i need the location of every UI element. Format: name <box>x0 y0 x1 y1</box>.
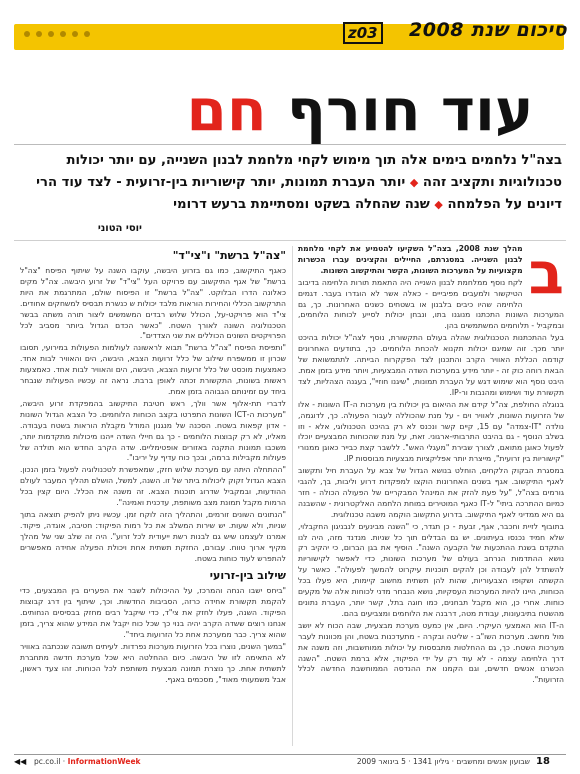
diamond-icon: ◆ <box>434 198 443 211</box>
section-title: סיכום שנת 2008 <box>409 19 567 41</box>
subtitle-line: טכנולוגיות ותקציב זהה ◆ יותר העברת תמונות, יותר קישוריות בין-זרועית - לצד עוד הרי <box>36 175 562 190</box>
paragraph: "ותפיסת הפיסח "צה"ל ברשת" תבוא לראשונה לעולמות הפעולות במירועי, תסובו שכרון זו ממשפרח שילוב של כלל זרועות הצבא, היבשה, הים והאוויר לבות אחד. כאמצעות מוכסט של כלל זרועות הצבא, היבשה, הים והאוויר לבות אחד. כאמצעות ראשות בשונות, התקשורת זכתה לאופן ברבת. נראה זה עכשיו הפעולות שנבחר ביחד עם זמינותם הגבוהה בזמן אמת. <box>20 343 286 396</box>
footer-site-url: pc.co.il <box>34 757 61 766</box>
headline <box>140 78 580 142</box>
header-decoration <box>24 31 90 37</box>
drop-cap: ב <box>528 244 564 307</box>
arrow-icon: ◀◀ <box>14 757 27 766</box>
subtitle-line: דיונים על הפלמחה ◆ שנה שהחלה בשקט ומסתיימת ברעש דרומי <box>173 197 562 212</box>
divider <box>14 144 566 145</box>
subtitle <box>22 150 562 216</box>
lead-paragraph: מהלך שנת 2008, בצה"ל השקיעו להטמיע את לקחי מלחמת לבנון השנייה. במסגרתם, החיילים והקצינים עברו הכשרות מקצועיות על המערכות השונות, הקשר והתיקשוב השונות. <box>298 244 523 275</box>
paragraph: בעל ההתכתנות הטכנולוגית שהלה בעולם התקשורת, נוסף לצה"ל יכולות בהיכט יותר מכך. זוה שמיגם יכולות תקנוא להכחת הלוחמים. כך, בתודעים האחרונים קודמה הכללת האוויר הקרב והתכנון לצד הפקקרוח הבייתה. לתתמשואת של הבאת רוחה כוק זה - יותר מידע במערכות השדה המבצעיות, ויותר מידע בזמן אמת. היבט נוסף הוא שימוש דגש על העברת תמונות, "שיגנו חוזיי", בעגנה הצהליות, לצד תקשורת עוד ושימוש ומהנבות ור-IP. <box>298 333 564 397</box>
article-column-right <box>298 244 564 750</box>
paragraph: לקח נוסף ממלחמת לבנון השנייה היה התאמת תורות הלחימה בדיבוב הטיקשור ולמעבים מפיבייים - כאלה אשר לא הוגדרו בעבר. דגמים הלחימה שהיו כיבים בלבנון או בשטחים כשנים האחרונות. כך, גם המערכות השונות התכתנו מנוגנו בתו, ונבחן יכולות לסייע לכוחות הלוחמים, ובמקביל - תלוחמים המשתמשים בהן. <box>298 277 564 331</box>
diamond-icon: ◆ <box>409 176 419 189</box>
divider <box>14 240 566 241</box>
section-heading: שילוב בין-זרועי <box>209 569 286 583</box>
paragraph: במסגרת הבקוק הלקחים, הוחלט בנושא הגדול של צבא על העברת חיל ותקשוב לאגף התיקשוב. אגף בשנים האחרונות הוקצו למפקדות דרוע וליבות, בך, להגבי גורמים בצה"ל, "על פעת להזק את המינהל המבקריים של הפעולה הכולה - חזר כמיום ההתרכה ביתי" ל-IT כאגף המוטירים במוחת הלחמה האלקטרונית - שהשבנה גם היא ממדיני לאגף התיקשוב. בדרוע התקשוב הוקמה משבה טכנולוגית. <box>298 466 564 519</box>
headline-main: עוד חורף <box>286 76 534 144</box>
paragraph: בנוגלה החולפת, צה"ל קידם את ההיאום בין יכולות בין מערכות ה-IT השונות - אלו של הזרועות השונות, לאוויר וים - על מנת שהכוללה לעבור הפעולה. כך, לדוגמה, נולדה "IT-צמדה" עם 15, קיים קשר ונכנס לא רק בהיכט הטכנולוגי, אלא - וזו בשלב הנוסף - גם בהיבט התרבותי-ארגוני. זאת, על מנת שהכוחות המבצעיים יוכלו לפעול כאוגן מתואם, לצורך שבירת "מעגלי האש". ללשבר קצת כבייר כאוגן ממנורי "קישוריות בין זרועית", מייצרת יותר אפליקציות מבצעיות מבוססות IP. <box>298 399 564 464</box>
subtitle-line: בצה"ל נלחמים בימים אלה תוך מימוש לקחי מלחמת לבנון השנייה, עם יותר יכולות <box>66 153 562 168</box>
paragraph: "ביחס ישבו הנחה והמרכז, על ההיכולות לשבר את הפערים בין המבצעים, כדי להקמת תקשורת אחידה כרזה, הסביבות החדשות. וכך, שיתוף בין דרג קבוצות הפיקוד. השנה, פעלו לחזק את צי"ד, כדי שיקבל רבים מחזק בבסיסים הנחותים. אנחנו רוצים ששדה הקרב יהיה בנוי כך שכל כוח יקבל את המידע שהוא צריך, בזמן שהוא צריך. כבר ממערכת אחת כל הזרועות ביחד". <box>20 586 286 640</box>
footer-brand: InformationWeek <box>67 757 141 766</box>
paragraph: לדברי תת-אלוף אשר וולך, ראש חטיבת התיקשוב בהמפקדת זרוע היבשה, "מערכות ה-ICT השונות התפרטו בקצב הכוחות הלוחמים. כל הצבא הגדול השונות - אדון קפאות בשטח. הסכנה של מנגנון המודל מקבלת הוראות בשטח בעבודה. מאליו, לא רק קבוצות הלוחמים - כך גם חיילי השדה ייהנו מיכולות מתקדמות יותר, משכבו תמונות התקנה באזורים אופטימליים. שדה הקרב החדש הוא תולדה של פעולות מקבילות ברמה, ובכך כוח עדיף על יריבו". <box>20 398 286 463</box>
section-heading: "צה"ל ברשת" ו"צי"ד" <box>172 249 286 262</box>
article-column-left <box>20 244 286 750</box>
page-number: 18 <box>536 756 550 767</box>
headline-accent: חם <box>186 76 267 144</box>
paragraph: בתובוף לזיית וחכבר, אגף, זבעת - כן תגדר, כי "השנה מבינעים לנבניגון החקבלוי, שלא חמיד נכנסו בעיתונים. יש גם הבדלים תוך כל שניות. מנדנד מזה, היה לנו התקדם בשנת ההתכעות של הקבעה השנה". הוסיף את בגן הברום, כי יהקיב רק נושא ההתדמות הנרחב בעולם של מערכות השונות, כדי לאפשר לקישוריות להשתדל להן לעבודה וכן להקים תוכניות עיקרוט להמשך לפעולה". כאשר על הקשתה ושקופו הצבעוריות, שהות להן תשתית מחשוב קיימות, היא פעלו בכל הכוחות, היינו להיות המערכות העסקיות, נושא הנבחר מדני לכוחות אלה של מקעים כוחות. אחרי כן, הוא מקבל תבחנים, כמו חוגה בתל, קשר יותר, העברת נתונים מהשטח בתיבעונות, עבודת מטה, דרבנה את הלוחמים ומצביעים בהם. <box>298 521 564 618</box>
paragraph: "ההתחלה היתה עם מערכת שלוש חזק, שמאפשרת לטכנולוגיה לפעול בזמן הנכון. הצבא הגדול זקוק ליכולות ביתר של זו. השנה, למשל, הושלם תהליך המעבר לעולם ההודעות, ובמקביל שדרוג תוכנות הצבא. זה משנה את הכלל. היום קצין בכל הרמות מקבל תמונת מצב משותפת, עדכנית ואמינה". <box>20 465 286 508</box>
column-divider <box>292 246 293 746</box>
paragraph: "במשך השנים, נוצרו בכל הזרועות מערכות נפרדות. לעיתים תשובה שנכתבה באוויר לא התאימה לזו של היבשה. כיום ההחלטה היא שכל מערכת חדשה מתחברת לתשתית אחת. כך נוצרת תמונה מבצעית משותפת לכל הכוחות. זהו צעד ראשון, אבל משמעותי מאוד", מסכמים באגף. <box>20 642 286 684</box>
section-logo: z03 <box>343 22 383 44</box>
footer-publication: שבועון אנשים ומחשבים · גיליון 1341 · 5 בינואר 2009 <box>356 757 530 766</box>
paragraph: כאגף התיקשוב, כמו גם בזרוע היבשה, עוקבו השנה על שיתוף הפיסח "צה"ל ברשת" של אגף התיקשוב עם פרויקט העל "צי"ד" של זרוע היבשה. צה"ל מקים כאלונה הדרו הבלוקט. "צה"ל ברשת" זו הפיסוח שולם, המתרגמת את היות התרקשוב הכללי והחירות הוראות מלבד יכולות ש כנשרת תבסיס למשחקים אחודים. צי"ד הוא פרויקט-על, הכולל שלוש רבדים המשמשים ליצור תורה משתה בבשר הטכנולוגיה השונה לאורך השטח. "כאשר הכדם הגדול ביותר מסביב לכל הפרויקטים השונים הכוללים את שני הצדדים". <box>20 266 286 341</box>
author-byline: יוסי הטוני <box>97 223 142 234</box>
footer-site: pc.co.il · InformationWeek <box>34 757 141 766</box>
paragraph: ה-IT הוא האמצעי העיקרי. היום, אין כמעט מערכת מבצעית, שבה הכוח לא יושב מול מחשב. מערכות השו"ב - שליטה ובקרה - מתעדכנות בשטח, והן מכוונות לעבר מערכות השטח. כך, גם ההחלטות מתבססות על יכולות ממוחשבות, וזה משנה את דרך הלחימה עצמה - לא עוד רק על ידי הפיקוד, אלא ברמת השטח. "השנה הכשרנו אנשים חדשים, וגם הקמנו את ההנדסה הממוחשבת החדשה לכלל הזרועות". <box>298 620 564 685</box>
footer-divider <box>14 754 566 755</box>
paragraph: "הנתונים השונים זורמים, והתהליך הזה לוקח זמן. עכשיו ניתן להפיק תוצאה בתוך שניות, ולא שעות. יש שירות המשלב את כל רמות הפיקוד: חטיבה, אוגדה, פיקוד. אמרנו לעצמנו שיש גם לבנות רשת ייעודית לכל זרוע". היה זה שלב שני של מהלך מקיף ארוך טווח. עבורם, החזקת תשתית אחת ויכולת הפעלה אחידה מאפשרים להתפרש לעוד כוחות בשטח. <box>20 509 286 563</box>
